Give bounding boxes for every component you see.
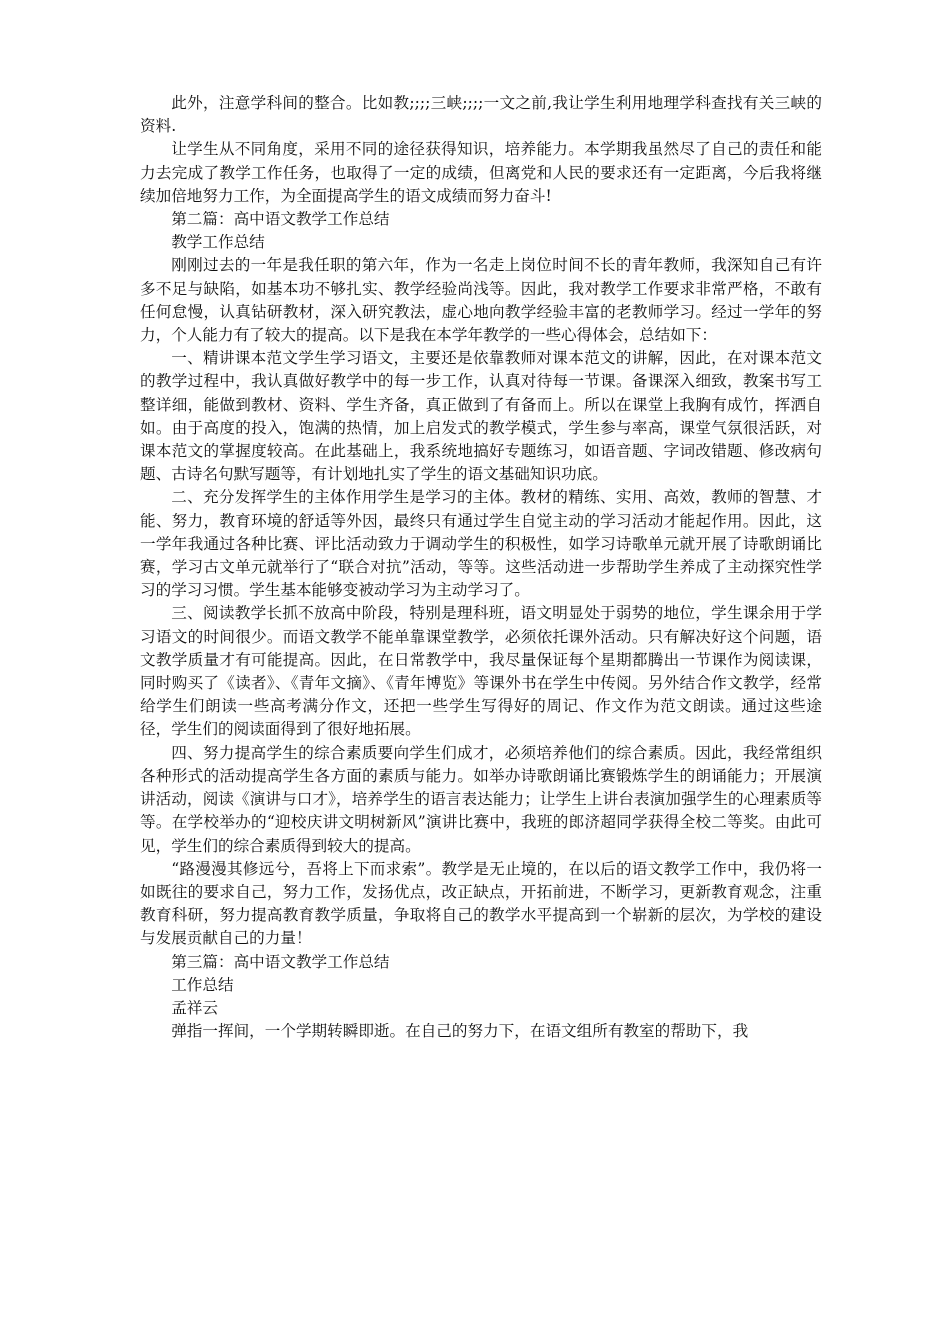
paragraph-closing-part1: 让学生从不同角度，采用不同的途径获得知识，培养能力。本学期我虽然尽了自己的责任和能力去完成了教学工作任务，也取得了一定的成绩，但离党和人民的要求还有一定距离，今后我将继续加倍地努力工作，为全面提高学生的语文成绩而努力奋斗! xyxy=(140,140,822,205)
paragraph-integration: 此外，注意学科间的整合。比如教;;;;三峡;;;;一文之前,我让学生利用地理学科查找有关三峡的资料. xyxy=(140,94,822,136)
subtitle-teaching-summary: 教学工作总结 xyxy=(171,233,265,252)
paragraph-point-1: 一、精讲课本范文学生学习语文，主要还是依靠教师对课本范文的讲解，因此，在对课本范文的教学过程中，我认真做好教学中的每一步工作，认真对待每一节课。备课深入细致，教案书写工整详细，能做到教材、资料、学生齐备，真正做到了有备而上。所以在课堂上我胸有成竹，挥洒自如。由于高度的投入，饱满的热情，加上启发式的教学模式，学生参与率高，课堂气氛很活跃，对课本范文的掌握度较高。在此基础上，我系统地搞好专题练习，如语音题、字词改错题、修改病句题、古诗名句默写题等，有计划地扎实了学生的语文基础知识功底。 xyxy=(140,349,822,484)
paragraph-point-3: 三、阅读教学长抓不放高中阶段，特别是理科班，语文明显处于弱势的地位，学生课余用于学习语文的时间很少。而语文教学不能单靠课堂教学，必须依托课外活动。只有解决好这个问题，语文教学质量才有可能提高。因此，在日常教学中，我尽量保证每个星期都腾出一节课作为阅读课，同时购买了《读者》、《青年文摘》、《青年博览》等课外书在学生中传阅。另外结合作文教学，经常给学生们朗读一些高考满分作文，还把一些学生写得好的周记、作文作为范文朗读。通过这些途径，学生们的阅读面得到了很好地拓展。 xyxy=(140,604,822,739)
paragraph-point-4: 四、努力提高学生的综合素质要向学生们成才，必须培养他们的综合素质。因此，我经常组织各种形式的活动提高学生各方面的素质与能力。如举办诗歌朗诵比赛锻炼学生的朗诵能力；开展演讲活动，阅读《演讲与口才》，培养学生的语言表达能力；让学生上讲台表演加强学生的心理素质等等。在学校举办的“迎校庆讲文明树新风”演讲比赛中，我班的郎济超同学获得全校二等奖。由此可见，学生们的综合素质得到较大的提高。 xyxy=(140,743,822,855)
paragraph-part3-start: 弹指一挥间，一个学期转瞬即逝。在自己的努力下，在语文组所有教室的帮助下，我 xyxy=(171,1022,749,1041)
paragraph-conclusion: “路漫漫其修远兮，吾将上下而求索”。教学是无止境的，在以后的语文教学工作中，我仍将一如既往的要求自己，努力工作，发扬优点，改正缺点，开拓前进，不断学习，更新教育观念，注重教育科研，努力提高教育教学质量，争取将自己的教学水平提高到一个崭新的层次，为学校的建设与发展贡献自己的力量！ xyxy=(140,859,822,948)
paragraph-point-2: 二、充分发挥学生的主体作用学生是学习的主体。教材的精练、实用、高效，教师的智慧、才能、努力，教育环境的舒适等外因，最终只有通过学生自觉主动的学习活动才能起作用。因此，这一学年我通过各种比赛、评比活动致力于调动学生的积极性，如学习诗歌单元就开展了诗歌朗诵比赛，学习古文单元就举行了“联合对抗”活动，等等。这些活动进一步帮助学生养成了主动探究性学习的学习习惯。学生基本能够变被动学习为主动学习了。 xyxy=(140,488,822,600)
section-title-3: 第三篇：高中语文教学工作总结 xyxy=(171,952,390,971)
paragraph-intro: 刚刚过去的一年是我任职的第六年，作为一名走上岗位时间不长的青年教师，我深知自己有许多不足与缺陷，如基本功不够扎实、教学经验尚浅等。因此，我对教学工作要求非常严格，不敢有任何怠慢，认真钻研教材，深入研究教法，虚心地向教学经验丰富的老教师学习。经过一学年的努力，个人能力有了较大的提高。以下是我在本学年教学的一些心得体会，总结如下： xyxy=(140,256,822,345)
subtitle-work-summary: 工作总结 xyxy=(171,975,234,994)
author-name: 孟祥云 xyxy=(171,998,218,1017)
section-title-2: 第二篇：高中语文教学工作总结 xyxy=(171,210,390,229)
document-body xyxy=(140,92,822,1043)
